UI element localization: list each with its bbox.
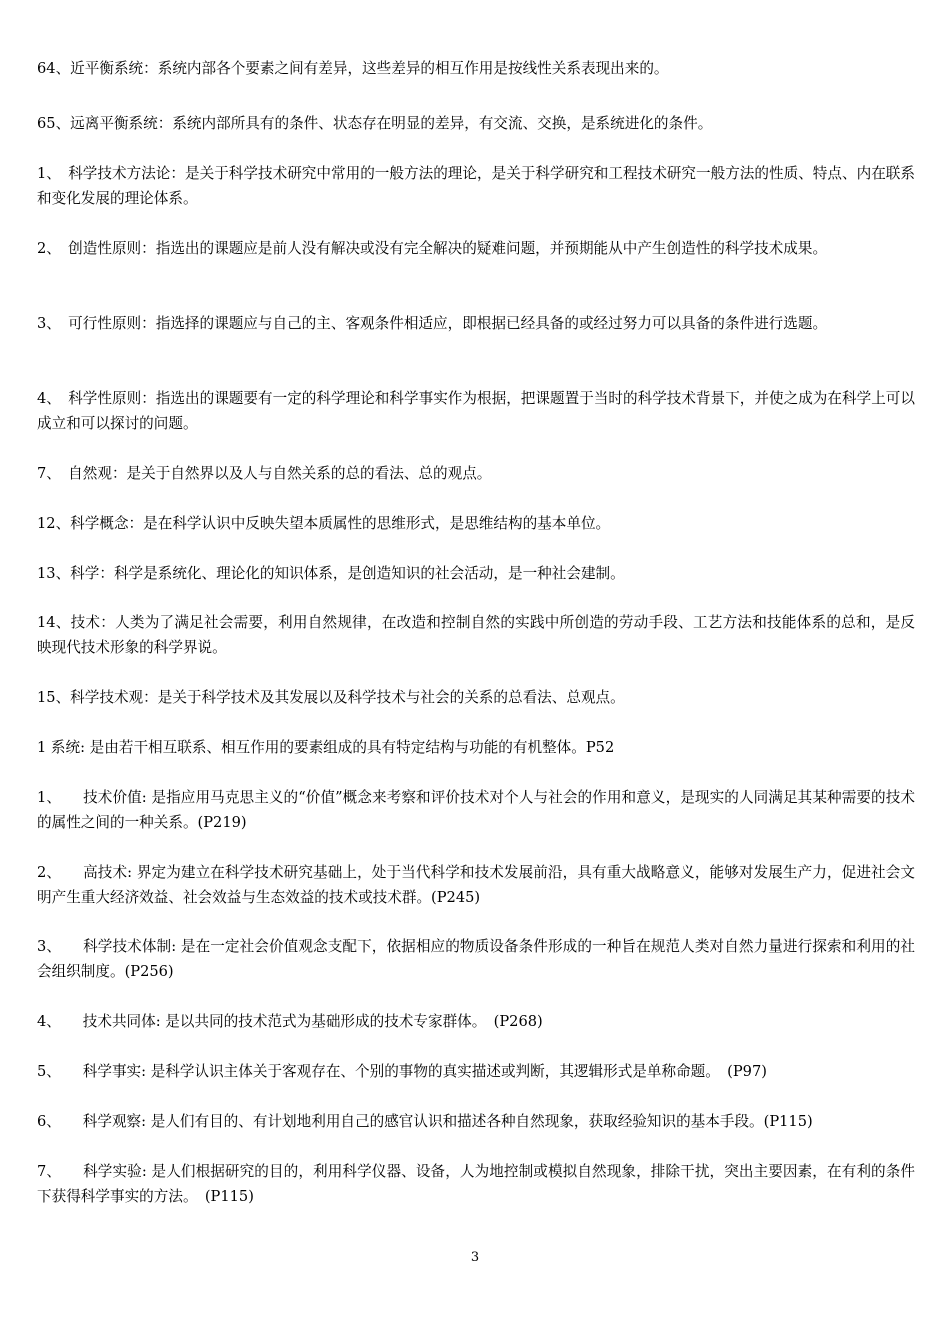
paragraph-scientific-experiment: 7、 科学实验: 是人们根据研究的目的，利用科学仪器、设备，人为地控制或模拟自然现象，排除干扰，突出主要因素，在有利的条件下获得科学事实的方法。 (P115) [37,1163,915,1205]
paragraph-sci-tech-system: 3、 科学技术体制: 是在一定社会价值观念支配下，依据相应的物质设备条件形成的一种旨在规范人类对自然力量进行探索和利用的社会组织制度。(P256) [37,938,915,980]
paragraph-65-far-from-equilibrium: 65、远离平衡系统：系统内部所具有的条件、状态存在明显的差异，有交流、交换，是系统进化的条件。 [37,115,713,132]
paragraph-creativity-principle: 2、 创造性原则：指选出的课题应是前人没有解决或没有完全解决的疑难问题，并预期能从中产生创造性的科学技术成果。 [37,240,828,257]
paragraph-science: 13、科学：科学是系统化、理论化的知识体系，是创造知识的社会活动，是一种社会建制。 [37,565,625,582]
paragraph-scientific-fact: 5、 科学事实: 是科学认识主体关于客观存在、个别的事物的真实描述或判断，其逻辑形式是单称命题。 (P97) [37,1063,767,1080]
paragraph-scientific-observation: 6、 科学观察: 是人们有目的、有计划地利用自己的感官认识和描述各种自然现象，获取经验知识的基本手段。(P115) [37,1113,813,1130]
paragraph-technology-community: 4、 技术共同体: 是以共同的技术范式为基础形成的技术专家群体。 (P268) [37,1013,543,1030]
paragraph-scientific-principle: 4、 科学性原则：指选出的课题要有一定的科学理论和科学事实作为根据，把课题置于当时的科学技术背景下，并使之成为在科学上可以成立和可以探讨的问题。 [37,390,915,432]
paragraph-methodology: 1、 科学技术方法论：是关于科学技术研究中常用的一般方法的理论，是关于科学研究和工程技术研究一般方法的性质、特点、内在联系和变化发展的理论体系。 [37,165,915,207]
paragraph-feasibility-principle: 3、 可行性原则：指选择的课题应与自己的主、客观条件相适应，即根据已经具备的或经过努力可以具备的条件进行选题。 [37,315,828,332]
paragraph-64-near-equilibrium: 64、近平衡系统：系统内部各个要素之间有差异，这些差异的相互作用是按线性关系表现出来的。 [37,60,669,77]
paragraph-view-of-nature: 7、 自然观：是关于自然界以及人与自然关系的总的看法、总的观点。 [37,465,492,482]
paragraph-view-of-sci-tech: 15、科学技术观：是关于科学技术及其发展以及科学技术与社会的关系的总看法、总观点。 [37,689,625,706]
paragraph-scientific-concept: 12、科学概念：是在科学认识中反映失望本质属性的思维形式，是思维结构的基本单位。 [37,515,611,532]
page-number: 3 [470,1250,480,1265]
paragraph-high-technology: 2、 高技术: 界定为建立在科学技术研究基础上，处于当代科学和技术发展前沿，具有重大战略意义，能够对发展生产力，促进社会文明产生重大经济效益、社会效益与生态效益的技术或技术群。(P245) [37,864,915,906]
paragraph-technology-value: 1、 技术价值: 是指应用马克思主义的“价值”概念来考察和评价技术对个人与社会的作用和意义，是现实的人同满足其某种需要的技术的属性之间的一种关系。(P219) [37,789,915,831]
paragraph-technology: 14、技术：人类为了满足社会需要，利用自然规律，在改造和控制自然的实践中所创造的劳动手段、工艺方法和技能体系的总和，是反映现代技术形象的科学界说。 [37,614,915,656]
paragraph-system: 1 系统: 是由若干相互联系、相互作用的要素组成的具有特定结构与功能的有机整体。P52 [37,739,615,756]
